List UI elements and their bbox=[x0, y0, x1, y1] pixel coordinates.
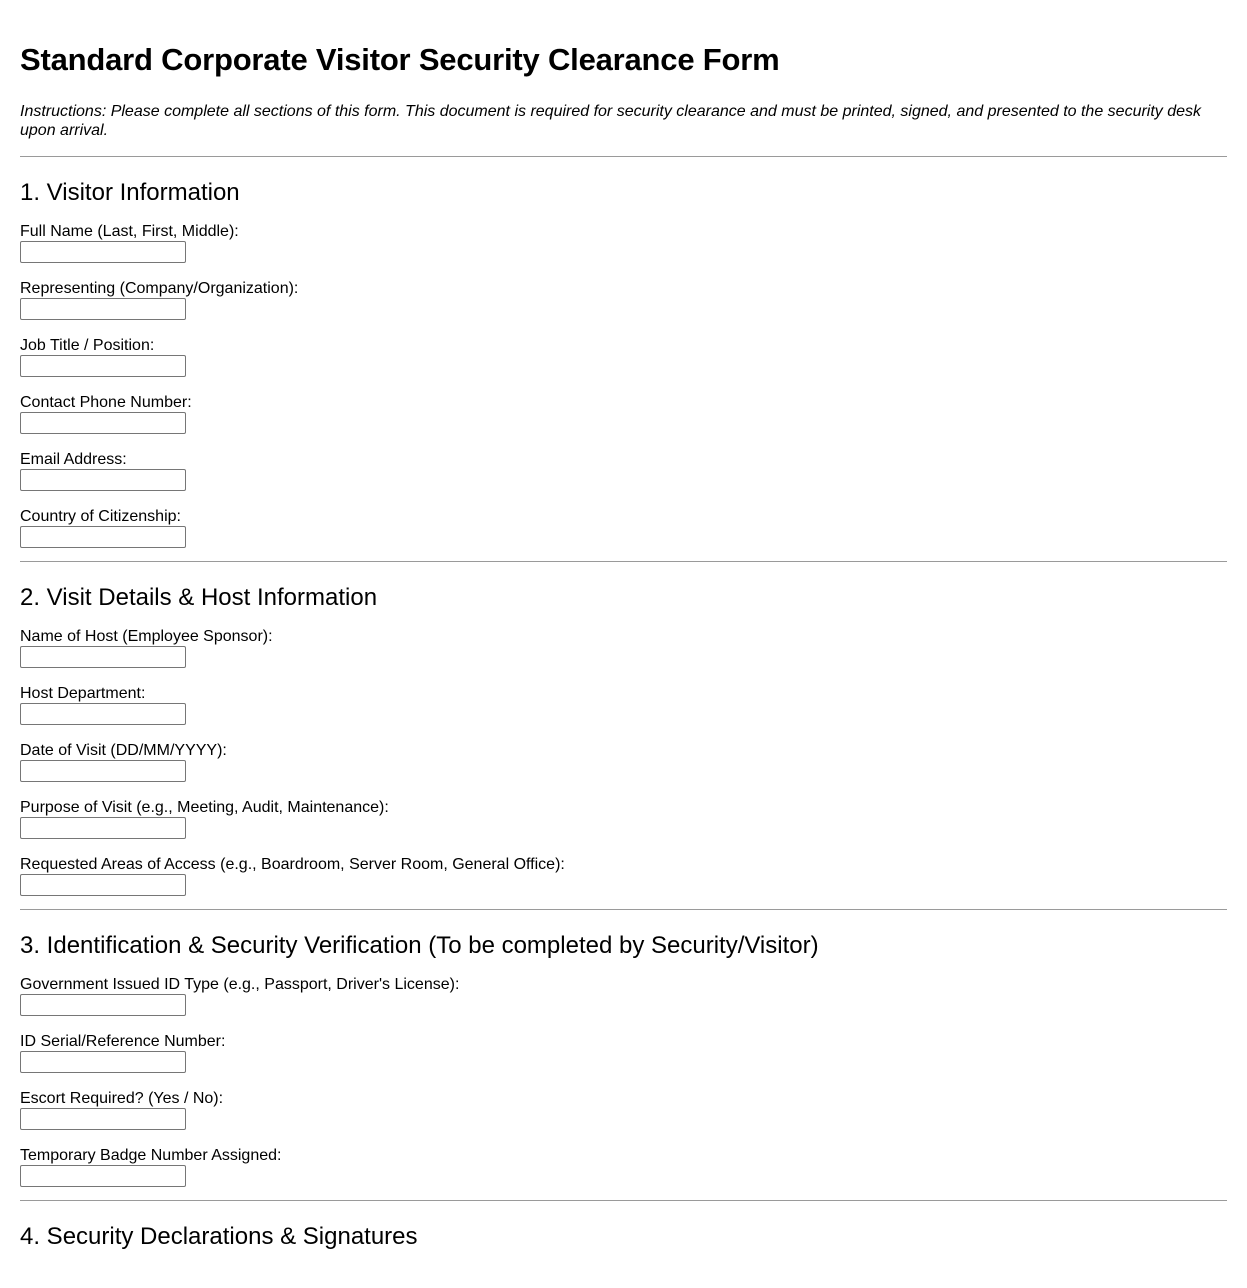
section-title: 4. Security Declarations & Signatures bbox=[20, 1223, 418, 1250]
form-field bbox=[20, 1143, 1227, 1200]
field-label: Date of Visit (DD/MM/YYYY): bbox=[20, 742, 227, 759]
field-label: Job Title / Position: bbox=[20, 337, 155, 354]
field-label: Full Name (Last, First, Middle): bbox=[20, 223, 239, 240]
field-label: Contact Phone Number: bbox=[20, 394, 192, 411]
id-type-input[interactable] bbox=[20, 994, 186, 1016]
section-identification bbox=[20, 930, 1227, 1200]
access-areas-input[interactable] bbox=[20, 874, 186, 896]
full-name-input[interactable] bbox=[20, 241, 186, 263]
email-input[interactable] bbox=[20, 469, 186, 491]
company-input[interactable] bbox=[20, 298, 186, 320]
field-label: Host Department: bbox=[20, 685, 146, 702]
section-title: 2. Visit Details & Host Information bbox=[20, 584, 378, 611]
form-field bbox=[20, 333, 1227, 390]
job-title-input[interactable] bbox=[20, 355, 186, 377]
field-label: Government Issued ID Type (e.g., Passport, Driver's License): bbox=[20, 976, 460, 993]
form-field bbox=[20, 624, 1227, 681]
form-field bbox=[20, 447, 1227, 504]
visit-date-input[interactable] bbox=[20, 760, 186, 782]
field-label: ID Serial/Reference Number: bbox=[20, 1033, 226, 1050]
section-divider bbox=[20, 156, 1227, 157]
form-field bbox=[20, 1029, 1227, 1086]
form-field bbox=[20, 390, 1227, 447]
field-label: Name of Host (Employee Sponsor): bbox=[20, 628, 273, 645]
instructions-text: Instructions: Please complete all sections of this form. This document is required for security clearance and must be printed, signed, and presented to the security desk upon arrival. bbox=[20, 103, 1202, 139]
id-number-input[interactable] bbox=[20, 1051, 186, 1073]
form-field bbox=[20, 681, 1227, 738]
field-label: Purpose of Visit (e.g., Meeting, Audit, Maintenance): bbox=[20, 799, 389, 816]
visit-purpose-input[interactable] bbox=[20, 817, 186, 839]
section-visitor-information bbox=[20, 177, 1227, 561]
field-label: Email Address: bbox=[20, 451, 127, 468]
escort-required-input[interactable] bbox=[20, 1108, 186, 1130]
form-field bbox=[20, 219, 1227, 276]
field-label: Requested Areas of Access (e.g., Boardroom, Server Room, General Office): bbox=[20, 856, 565, 873]
section-divider bbox=[20, 909, 1227, 910]
field-label: Temporary Badge Number Assigned: bbox=[20, 1147, 282, 1164]
field-label: Country of Citizenship: bbox=[20, 508, 181, 525]
section-divider bbox=[20, 1200, 1227, 1201]
section-title: 1. Visitor Information bbox=[20, 179, 240, 206]
form-field bbox=[20, 504, 1227, 561]
host-name-input[interactable] bbox=[20, 646, 186, 668]
form-field bbox=[20, 795, 1227, 852]
host-department-input[interactable] bbox=[20, 703, 186, 725]
field-label: Escort Required? (Yes / No): bbox=[20, 1090, 224, 1107]
form-field bbox=[20, 852, 1227, 909]
citizenship-input[interactable] bbox=[20, 526, 186, 548]
form-field bbox=[20, 738, 1227, 795]
form-field bbox=[20, 972, 1227, 1029]
field-label: Representing (Company/Organization): bbox=[20, 280, 299, 297]
page-title: Standard Corporate Visitor Security Clearance Form bbox=[20, 42, 780, 77]
section-title: 3. Identification & Security Verification (To be completed by Security/Visitor) bbox=[20, 932, 819, 959]
section-declarations bbox=[20, 1221, 1227, 1253]
form-field bbox=[20, 1086, 1227, 1143]
section-visit-details bbox=[20, 582, 1227, 909]
badge-number-input[interactable] bbox=[20, 1165, 186, 1187]
form-field bbox=[20, 276, 1227, 333]
phone-input[interactable] bbox=[20, 412, 186, 434]
section-divider bbox=[20, 561, 1227, 562]
